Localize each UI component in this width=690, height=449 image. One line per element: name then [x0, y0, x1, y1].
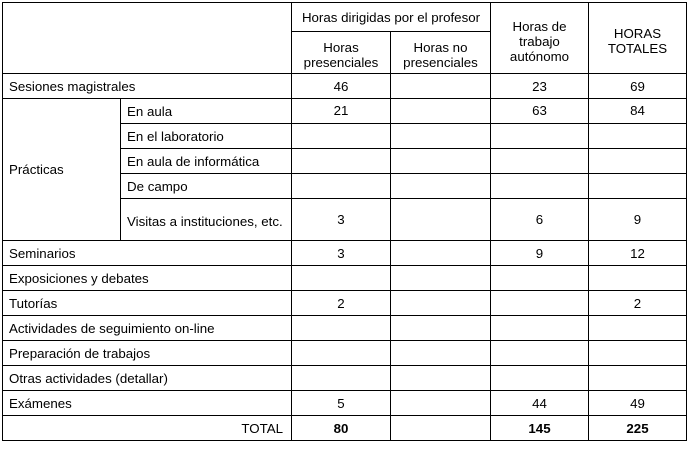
practicas-label: Prácticas: [3, 99, 121, 241]
table-row-tutorias: [3, 291, 687, 316]
cell-presenciales: 21: [292, 99, 391, 124]
row-label: Exposiciones y debates: [3, 266, 292, 291]
cell-presenciales: 3: [292, 241, 391, 266]
cell-totales: 9: [589, 199, 687, 241]
cell-presenciales: 3: [292, 199, 391, 241]
cell-totales: [589, 366, 687, 391]
row-label: En aula: [121, 99, 292, 124]
total-label: TOTAL: [3, 416, 292, 441]
cell-presenciales: 46: [292, 74, 391, 99]
cell-autonomo: 9: [491, 241, 589, 266]
cell-autonomo: [491, 291, 589, 316]
table-row-sesiones: [3, 74, 687, 99]
table-row-exposiciones: [3, 266, 687, 291]
cell-autonomo: [491, 266, 589, 291]
table-row-otras: [3, 366, 687, 391]
cell-no-presenciales: [391, 149, 491, 174]
cell-presenciales: 5: [292, 391, 391, 416]
cell-presenciales: [292, 124, 391, 149]
cell-totales: 84: [589, 99, 687, 124]
table-row-total: [3, 416, 687, 441]
cell-autonomo: [491, 149, 589, 174]
table-row-examenes: [3, 391, 687, 416]
cell-autonomo: 23: [491, 74, 589, 99]
header-presenciales: Horas presenciales: [292, 32, 391, 74]
cell-presenciales: [292, 341, 391, 366]
header-totales: HORAS TOTALES: [589, 3, 687, 74]
row-label: En aula de informática: [121, 149, 292, 174]
cell-totales: 2: [589, 291, 687, 316]
row-label: Sesiones magistrales: [3, 74, 292, 99]
row-label: Exámenes: [3, 391, 292, 416]
cell-no-presenciales: [391, 366, 491, 391]
cell-totales: [589, 316, 687, 341]
cell-no-presenciales: [391, 266, 491, 291]
cell-no-presenciales: [391, 199, 491, 241]
cell-no-presenciales: [391, 174, 491, 199]
cell-presenciales: [292, 174, 391, 199]
cell-autonomo: [491, 366, 589, 391]
total-autonomo: 145: [491, 416, 589, 441]
cell-no-presenciales: [391, 124, 491, 149]
header-no-presenciales: Horas no presenciales: [391, 32, 491, 74]
cell-no-presenciales: [391, 316, 491, 341]
cell-totales: [589, 124, 687, 149]
cell-no-presenciales: [391, 391, 491, 416]
row-label: En el laboratorio: [121, 124, 292, 149]
cell-presenciales: [292, 316, 391, 341]
row-label: Actividades de seguimiento on-line: [3, 316, 292, 341]
cell-autonomo: 6: [491, 199, 589, 241]
cell-presenciales: 2: [292, 291, 391, 316]
cell-autonomo: 44: [491, 391, 589, 416]
row-label: Tutorías: [3, 291, 292, 316]
header-autonomo: Horas de trabajo autónomo: [491, 3, 589, 74]
cell-totales: [589, 266, 687, 291]
header-empty-cell: [3, 3, 292, 74]
table-row-seminarios: [3, 241, 687, 266]
hours-table: [2, 2, 687, 441]
cell-totales: 69: [589, 74, 687, 99]
row-label: De campo: [121, 174, 292, 199]
table-row-preparacion: [3, 341, 687, 366]
row-label: Otras actividades (detallar): [3, 366, 292, 391]
cell-no-presenciales: [391, 291, 491, 316]
header-group-label: Horas dirigidas por el profesor: [292, 3, 491, 32]
cell-totales: [589, 341, 687, 366]
cell-no-presenciales: [391, 99, 491, 124]
cell-totales: 49: [589, 391, 687, 416]
row-label: Seminarios: [3, 241, 292, 266]
total-presenciales: 80: [292, 416, 391, 441]
cell-autonomo: [491, 316, 589, 341]
cell-presenciales: [292, 149, 391, 174]
cell-autonomo: 63: [491, 99, 589, 124]
cell-no-presenciales: [391, 341, 491, 366]
row-label: Preparación de trabajos: [3, 341, 292, 366]
cell-totales: 12: [589, 241, 687, 266]
cell-autonomo: [491, 174, 589, 199]
table-row-en-aula: [3, 99, 687, 124]
row-label: Visitas a instituciones, etc.: [121, 199, 292, 241]
cell-autonomo: [491, 124, 589, 149]
cell-totales: [589, 174, 687, 199]
cell-no-presenciales: [391, 74, 491, 99]
total-totales: 225: [589, 416, 687, 441]
cell-no-presenciales: [391, 241, 491, 266]
cell-presenciales: [292, 266, 391, 291]
header-row-1: [3, 3, 687, 32]
table-row-seguimiento: [3, 316, 687, 341]
cell-presenciales: [292, 366, 391, 391]
total-no-presenciales: [391, 416, 491, 441]
cell-autonomo: [491, 341, 589, 366]
cell-totales: [589, 149, 687, 174]
